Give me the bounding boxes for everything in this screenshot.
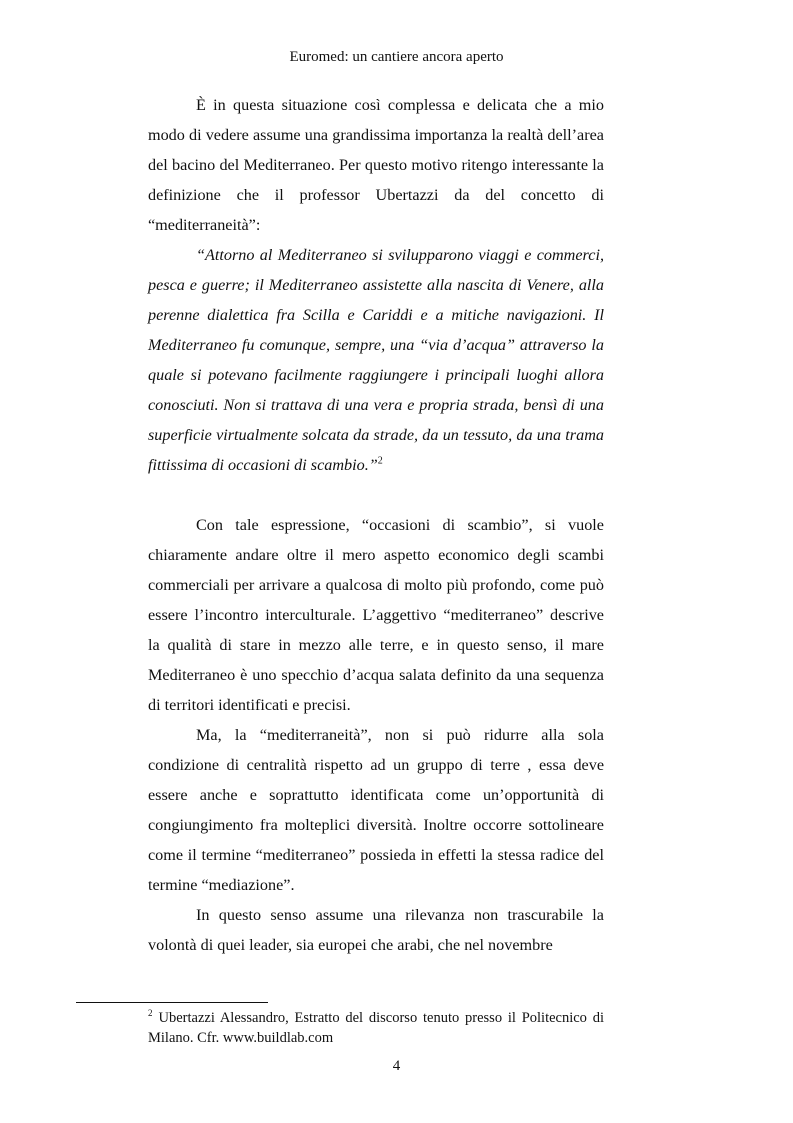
footnote-text: Ubertazzi Alessandro, Estratto del discorso tenuto presso il Politecnico di Milano. Cfr. www.buildlab.com [148,1010,604,1046]
footnote [148,1008,604,1048]
body-paragraph: Con tale espressione, “occasioni di scambio”, si vuole chiaramente andare oltre il mero aspetto economico degli scambi commerciali per arrivare a qualcosa di molto più profondo, come può essere l’incontro interculturale. L’aggettivo “mediterraneo” descrive la qualità di stare in mezzo alle terre, e in questo senso, il mare Mediterraneo è uno specchio d’acqua salata definito da una sequenza di territori identificati e precisi. [148,516,604,714]
footnote-reference[interactable]: 2 [377,455,383,467]
footnote-marker: 2 [148,1008,153,1019]
body-paragraph: Ma, la “mediterraneità”, non si può ridurre alla sola condizione di centralità rispetto ad un gruppo di terre , essa deve essere anche e soprattutto identificata come un’opportunità di congiungimento fra molteplici diversità. Inoltre occorre sottolineare come il termine “mediterraneo” possieda in effetti la stessa radice del termine “mediazione”. [148,726,604,894]
block-quote [148,240,604,480]
quote-text: “Attorno al Mediterraneo si svilupparono viaggi e commerci, pesca e guerre; il Mediterraneo assistette alla nascita di Venere, alla perenne dialettica fra Scilla e Cariddi e a mitiche navigazioni. Il Mediterraneo fu comunque, sempre, una “via d’acqua” attraverso la quale si potevano facilmente raggiungere i principali luoghi allora conosciuti. Non si trattava di una vera e propria strada, bensì di una superficie virtualmente solcata da strade, da un tessuto, da una trama fittissima di occasioni di scambio.” [148,246,604,474]
body-paragraph: È in questa situazione così complessa e delicata che a mio modo di vedere assume una grandissima importanza la realtà dell’area del bacino del Mediterraneo. Per questo motivo ritengo interessante la definizione che il professor Ubertazzi da del concetto di “mediterraneità”: [148,96,604,234]
page-header: Euromed: un cantiere ancora aperto [289,49,504,65]
page-number: 4 [392,1058,401,1074]
footnote-divider [76,1002,268,1003]
body-paragraph: In questo senso assume una rilevanza non trascurabile la volontà di quei leader, sia europei che arabi, che nel novembre [148,906,604,954]
